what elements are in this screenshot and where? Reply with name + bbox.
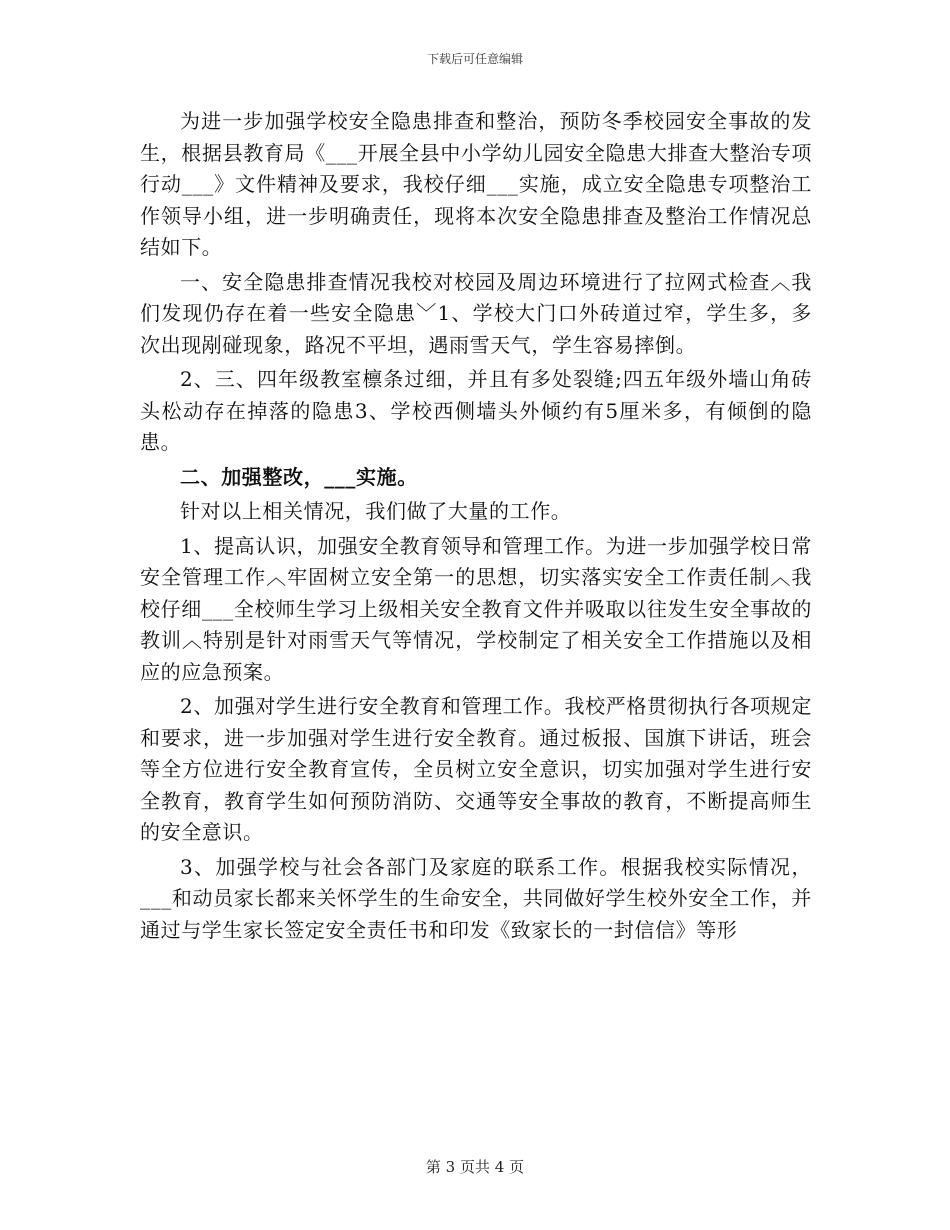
paragraph-section-2-item-2: 2、加强对学生进行安全教育和管理工作。我校严格贯彻执行各项规定和要求，进一步加强对学生进行安全教育。通过板报、国旗下讲话，班会等全方位进行安全教育宣传，全员树立安全意识，切实加强对学生进行安全教育，教育学生如何预防消防、交通等安全事故的教育，不断提高师生的安全意识。 — [140, 694, 812, 844]
page-number-footer: 第 3 页共 4 页 — [425, 1158, 525, 1176]
paragraph-section-2-item-3: 3、加强学校与社会各部门及家庭的联系工作。根据我校实际情况，___和动员家长都来关怀学生的生命安全，共同做好学生校外安全工作，并通过与学生家长签定安全责任书和印发《致家长的一封信信》等形 — [140, 854, 812, 942]
document-body — [140, 106, 812, 946]
paragraph-section-2-item-1: 1、提高认识，加强安全教育领导和管理工作。为进一步加强学校日常安全管理工作︿牢固树立安全第一的思想，切实落实安全工作责任制︿我校仔细___全校师生学习上级相关安全教育文件并吸取以往发生安全事故的教训︿特别是针对雨雪天气等情况，学校制定了相关安全工作措施以及相应的应急预案。 — [140, 533, 812, 684]
paragraph-section-2-lead: 针对以上相关情况，我们做了大量的工作。 — [180, 499, 572, 523]
paragraph-section-1: 一、安全隐患排查情况我校对校园及周边环境进行了拉网式检查︿我们发现仍存在着一些安全隐患﹀1、学校大门口外砖道过窄，学生多，多次出现剐碰现象，路况不平坦，遇雨雪天气，学生容易摔倒。 — [140, 269, 812, 357]
paragraph-section-1-item-2: 2、三、四年级教室檩条过细，并且有多处裂缝;四五年级外墙山角砖头松动存在掉落的隐患3、学校西侧墙头外倾约有5厘米多，有倾倒的隐患。 — [140, 367, 812, 454]
paragraph-intro: 为进一步加强学校安全隐患排查和整治，预防冬季校园安全事故的发生，根据县教育局《___开展全县中小学幼儿园安全隐患大排查大整治专项行动___》文件精神及要求，我校仔细___实施，成立安全隐患专项整治工作领导小组，进一步明确责任，现将本次安全隐患排查及整治工作情况总结如下。 — [140, 109, 812, 259]
section-heading-2: 二、加强整改，___实施。 — [180, 464, 418, 489]
header-note: 下载后可任意编辑 — [426, 52, 523, 66]
